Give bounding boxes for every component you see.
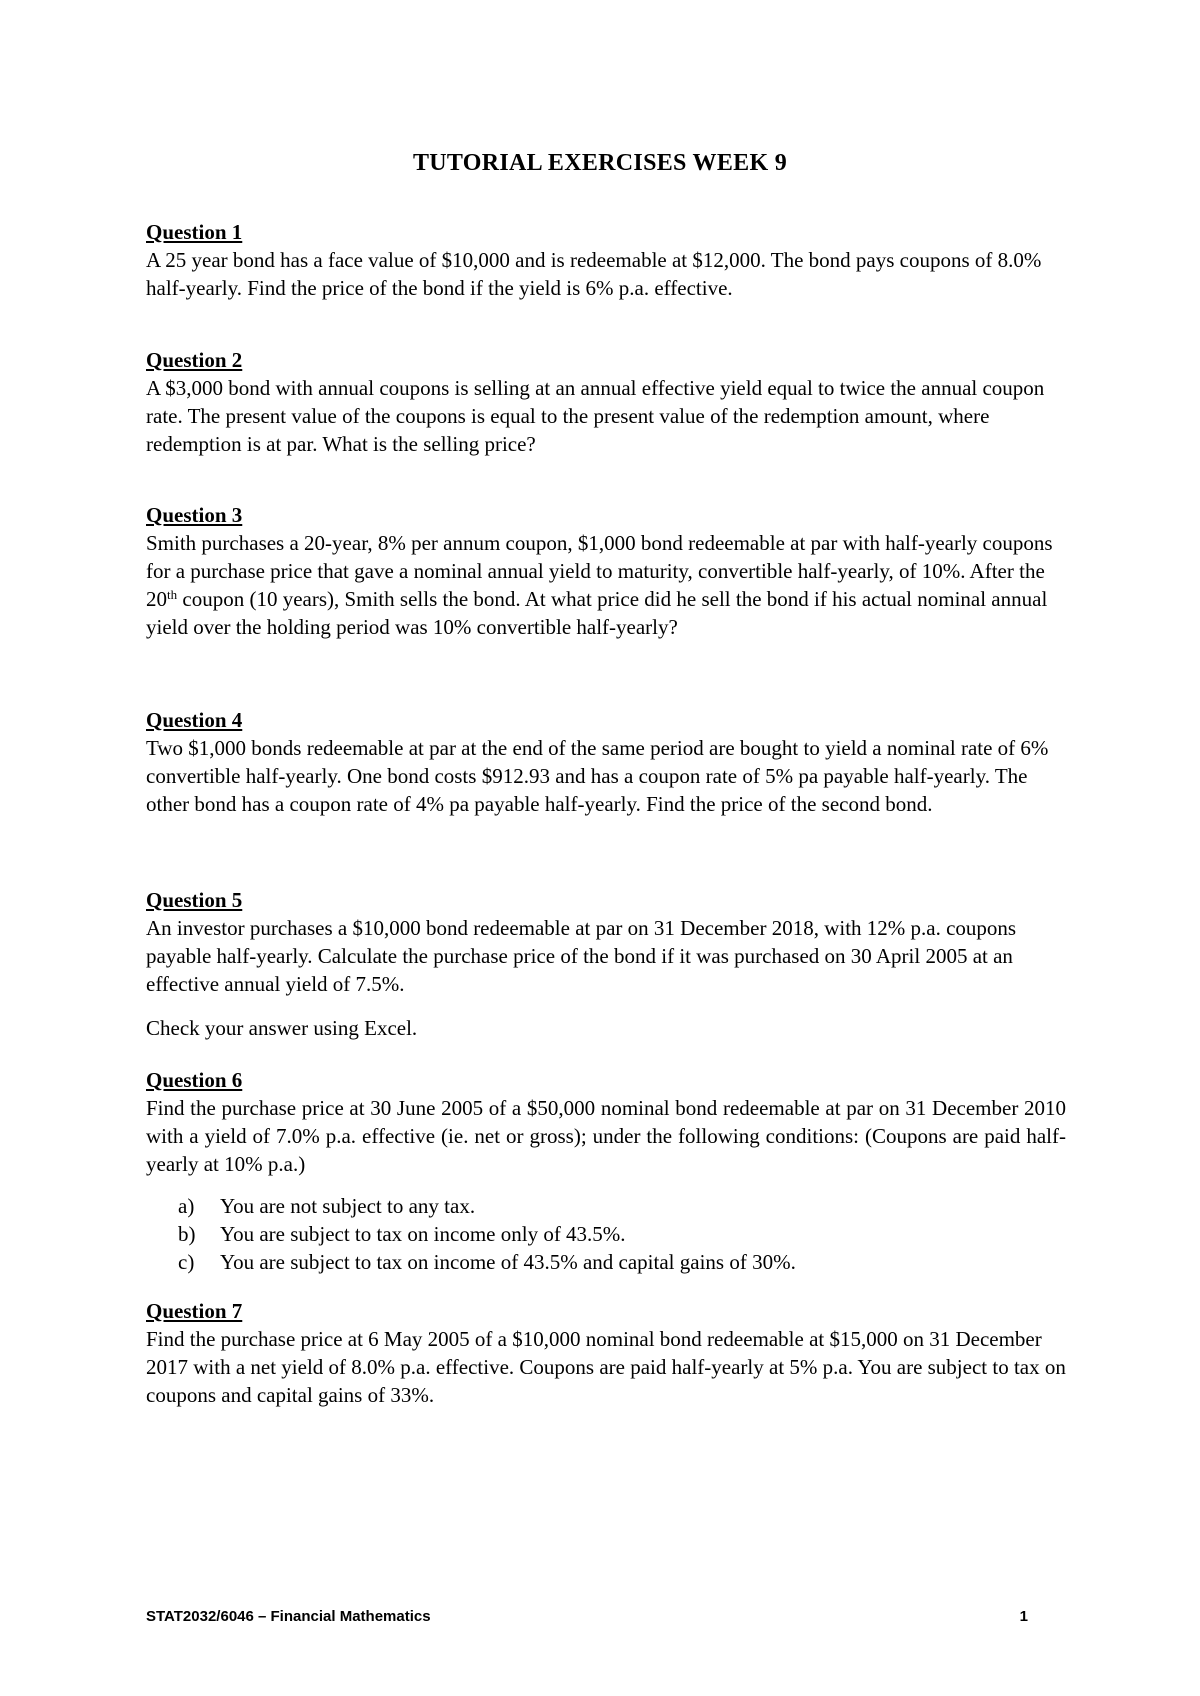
question-heading: Question 3 <box>146 503 243 527</box>
page-footer <box>146 1608 1028 1625</box>
list-item <box>178 1248 1066 1276</box>
list-item-text: You are subject to tax on income of 43.5% and capital gains of 30%. <box>220 1250 796 1274</box>
question-text <box>146 529 1066 641</box>
question-text-part: Smith purchases a 20-year, 8% per annum coupon, $1,000 bond redeemable at par with half-yearly coupons for a purchase price that gave a nominal annual yield to maturity, convertible half-yearly, of 10%. After the 20 <box>146 531 1053 611</box>
question-text: Find the purchase price at 30 June 2005 of a $50,000 nominal bond redeemable at par on 31 December 2010 with a yield of 7.0% p.a. effective (ie. net or gross); under the following conditions: (Coupons are paid half-yearly at 10% p.a.) <box>146 1096 1066 1176</box>
question-heading: Question 4 <box>146 708 243 732</box>
question-text: Two $1,000 bonds redeemable at par at the end of the same period are bought to yield a nominal rate of 6% convertible half-yearly. One bond costs $912.93 and has a coupon rate of 5% pa payable half-yearly. The other bond has a coupon rate of 4% pa payable half-yearly. Find the price of the second bond. <box>146 736 1049 816</box>
question-heading: Question 6 <box>146 1068 243 1092</box>
footer-course-name: STAT2032/6046 – Financial Mathematics <box>146 1608 431 1625</box>
ordinal-superscript: th <box>167 587 178 602</box>
question-4 <box>146 706 1066 818</box>
question-heading: Question 7 <box>146 1299 243 1323</box>
question-3 <box>146 501 1066 641</box>
question-heading: Question 2 <box>146 348 243 372</box>
page-number: 1 <box>1019 1608 1028 1625</box>
list-marker: c) <box>178 1250 195 1274</box>
list-item <box>178 1192 1066 1220</box>
question-7 <box>146 1297 1066 1409</box>
list-marker: a) <box>178 1194 195 1218</box>
question-heading: Question 5 <box>146 888 243 912</box>
question-text: An investor purchases a $10,000 bond redeemable at par on 31 December 2018, with 12% p.a. coupons payable half-yearly. Calculate the purchase price of the bond if it was purchased on 30 April 2005 at an effective annual yield of 7.5%. <box>146 916 1017 996</box>
question-heading: Question 1 <box>146 220 243 244</box>
question-5 <box>146 886 1066 998</box>
question-text-part: coupon (10 years), Smith sells the bond. At what price did he sell the bond if his actual nominal annual yield over the holding period was 10% convertible half-yearly? <box>146 587 1048 639</box>
question-2 <box>146 346 1066 458</box>
page-title: TUTORIAL EXERCISES WEEK 9 <box>412 150 788 176</box>
question-6 <box>146 1066 1066 1276</box>
question-text: Find the purchase price at 6 May 2005 of a $10,000 nominal bond redeemable at $15,000 on 31 December 2017 with a net yield of 8.0% p.a. effective. Coupons are paid half-yearly at 5% p.a. You are subject to tax on coupons and capital gains of 33%. <box>146 1327 1066 1407</box>
check-excel-note: Check your answer using Excel. <box>146 1016 418 1040</box>
list-marker: b) <box>178 1222 196 1246</box>
condition-list <box>146 1192 1066 1276</box>
question-1 <box>146 218 1066 302</box>
list-item-text: You are subject to tax on income only of 43.5%. <box>220 1222 626 1246</box>
list-item <box>178 1220 1066 1248</box>
list-item-text: You are not subject to any tax. <box>220 1194 476 1218</box>
question-text: A $3,000 bond with annual coupons is selling at an annual effective yield equal to twice the annual coupon rate. The present value of the coupons is equal to the present value of the redemption amount, where redemption is at par. What is the selling price? <box>146 376 1045 456</box>
question-text: A 25 year bond has a face value of $10,000 and is redeemable at $12,000. The bond pays coupons of 8.0% half-yearly. Find the price of the bond if the yield is 6% p.a. effective. <box>146 248 1042 300</box>
